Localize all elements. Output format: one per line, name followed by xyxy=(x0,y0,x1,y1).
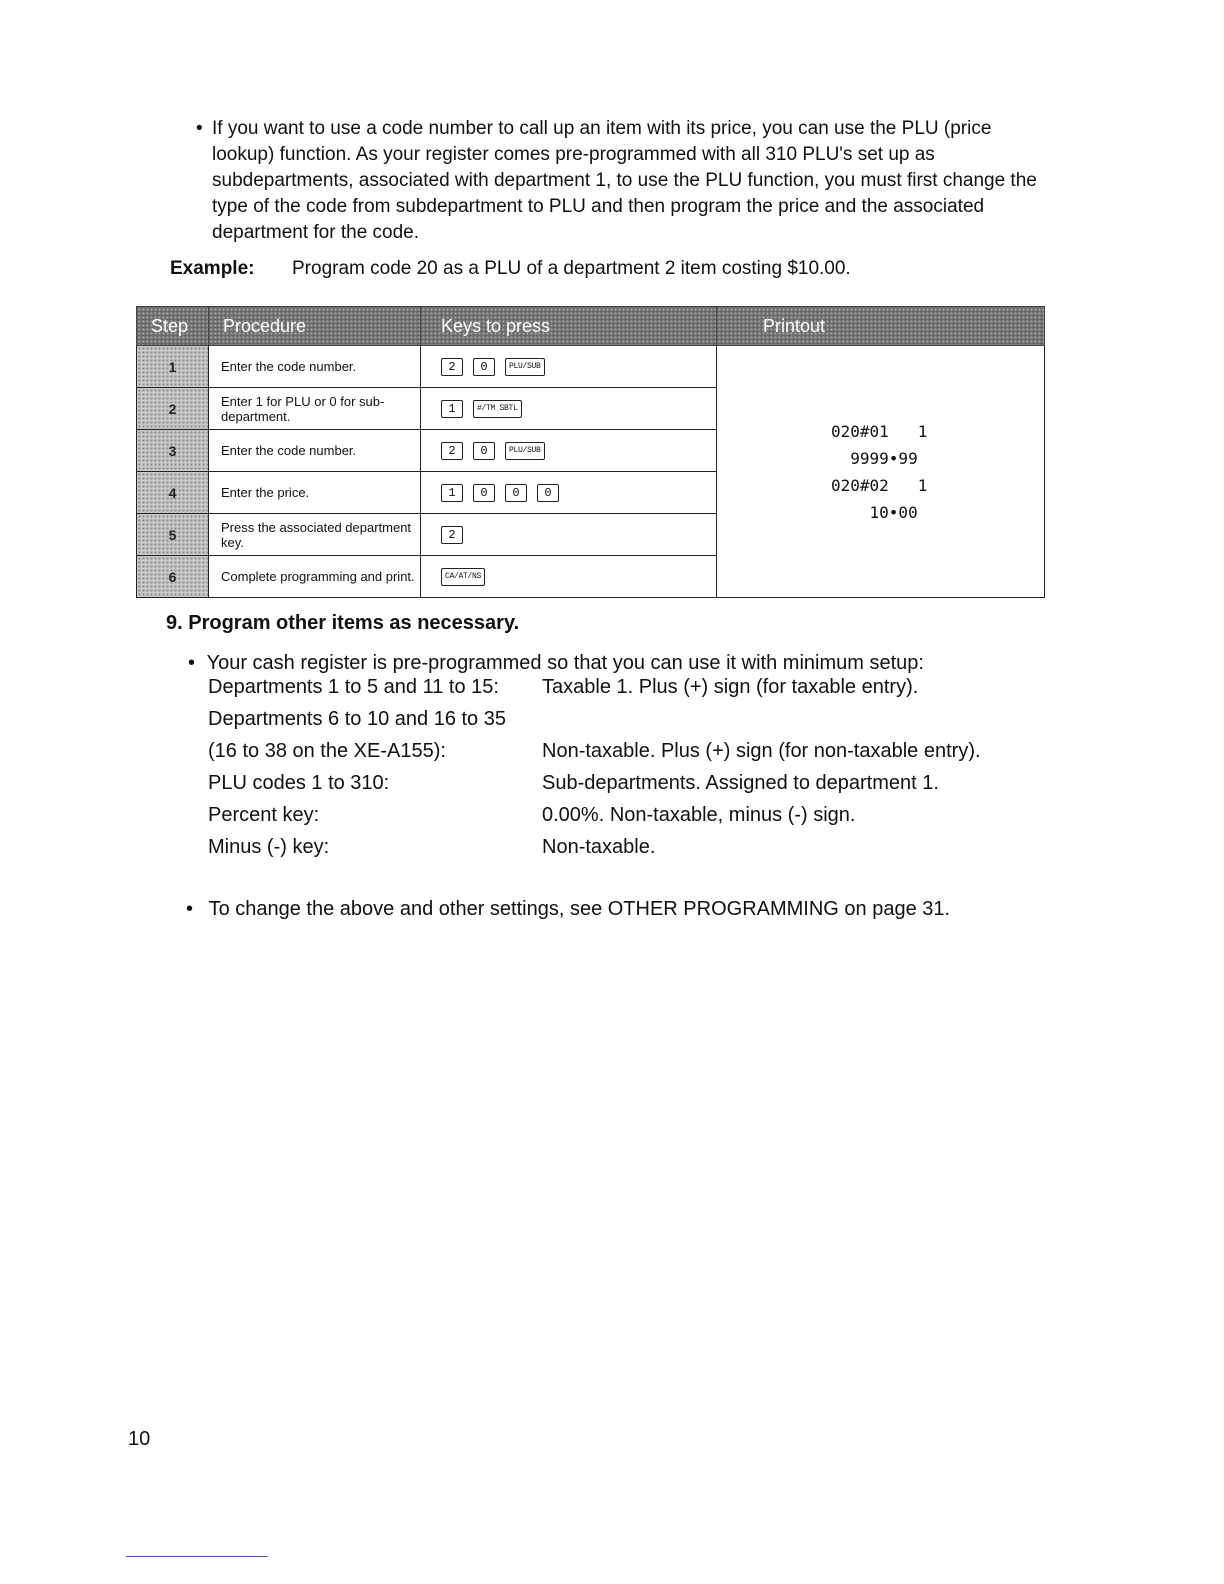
key-2-icon: 2 xyxy=(441,442,463,460)
receipt-line: 10•00 xyxy=(831,502,918,522)
header-keys: Keys to press xyxy=(421,307,717,346)
step-number: 1 xyxy=(137,346,209,388)
key-0-icon: 0 xyxy=(505,484,527,502)
step-number: 5 xyxy=(137,514,209,556)
example-label: Example: xyxy=(170,258,255,279)
step-number: 6 xyxy=(137,556,209,598)
header-step: Step xyxy=(137,307,209,346)
footer-rule xyxy=(126,1556,268,1557)
bullet-icon: • xyxy=(196,118,203,139)
intro-text: If you want to use a code number to call up an item with its price, you can use the PLU (price lookup) function. As your register comes pre-programmed with all 310 PLU's set up as subdepartments, associated with department 1, to use the PLU function, you must first change the type of the code from subdepartment to PLU and then program the price and the associated department for the code. xyxy=(212,118,1037,243)
setting-label: Minus (-) key: xyxy=(208,836,330,858)
setting-label: Departments 1 to 5 and 11 to 15: xyxy=(208,676,499,698)
header-procedure: Procedure xyxy=(209,307,421,346)
setting-label: Percent key: xyxy=(208,804,320,826)
header-printout: Printout xyxy=(717,307,1045,346)
keys-cell xyxy=(421,472,717,514)
key-0-icon: 0 xyxy=(473,484,495,502)
setting-value: Sub-departments. Assigned to department 1. xyxy=(542,772,939,794)
receipt-line: 020#02 1 xyxy=(831,475,928,495)
setting-label: (16 to 38 on the XE-A155): xyxy=(208,740,446,762)
keys-cell xyxy=(421,388,717,430)
table-row xyxy=(137,346,1045,388)
receipt-printout xyxy=(831,418,1044,526)
keys-cell xyxy=(421,430,717,472)
key-0-icon: 0 xyxy=(473,442,495,460)
section-intro-text: Your cash register is pre-programmed so that you can use it with minimum setup: xyxy=(206,652,924,674)
department-2-key-icon: 2 xyxy=(441,526,463,544)
procedure-text: Enter the price. xyxy=(209,472,421,514)
procedure-text: Press the associated department key. xyxy=(209,514,421,556)
key-0-icon: 0 xyxy=(537,484,559,502)
see-also-text: To change the above and other settings, see OTHER PROGRAMMING on page 31. xyxy=(208,898,951,920)
plu-sub-key-icon: PLU/SUB xyxy=(505,442,545,460)
intro-paragraph xyxy=(196,116,1056,246)
procedure-text: Complete programming and print. xyxy=(209,556,421,598)
receipt-line: 020#01 1 xyxy=(831,421,928,441)
keys-cell xyxy=(421,556,717,598)
setting-label: PLU codes 1 to 310: xyxy=(208,772,390,794)
keys-cell xyxy=(421,514,717,556)
key-1-icon: 1 xyxy=(441,400,463,418)
bullet-icon: • xyxy=(188,652,196,674)
setting-value: Non-taxable. Plus (+) sign (for non-taxable entry). xyxy=(542,740,981,762)
tm-sbtl-key-icon: #/TM SBTL xyxy=(473,400,522,418)
key-1-icon: 1 xyxy=(441,484,463,502)
receipt-line: 9999•99 xyxy=(831,448,918,468)
key-2-icon: 2 xyxy=(441,358,463,376)
see-also-note xyxy=(186,898,950,921)
setting-value: Taxable 1. Plus (+) sign (for taxable entry). xyxy=(542,676,919,698)
bullet-icon: • xyxy=(186,898,194,920)
printout-cell xyxy=(717,346,1045,598)
procedure-text: Enter the code number. xyxy=(209,430,421,472)
step-number: 2 xyxy=(137,388,209,430)
procedure-text: Enter 1 for PLU or 0 for sub-department. xyxy=(209,388,421,430)
setting-value: Non-taxable. xyxy=(542,836,656,858)
example-line xyxy=(170,258,851,280)
example-text: Program code 20 as a PLU of a department 2 item costing $10.00. xyxy=(292,258,851,279)
page-number: 10 xyxy=(128,1428,151,1450)
setting-label: Departments 6 to 10 and 16 to 35 xyxy=(208,708,506,730)
key-0-icon: 0 xyxy=(473,358,495,376)
setting-value: 0.00%. Non-taxable, minus (-) sign. xyxy=(542,804,856,826)
section-intro xyxy=(188,652,924,675)
step-number: 3 xyxy=(137,430,209,472)
ca-at-ns-key-icon: CA/AT/NS xyxy=(441,568,485,586)
section-heading: 9. Program other items as necessary. xyxy=(166,612,520,634)
keys-cell xyxy=(421,346,717,388)
programming-table xyxy=(136,306,1045,598)
plu-sub-key-icon: PLU/SUB xyxy=(505,358,545,376)
step-number: 4 xyxy=(137,472,209,514)
procedure-text: Enter the code number. xyxy=(209,346,421,388)
